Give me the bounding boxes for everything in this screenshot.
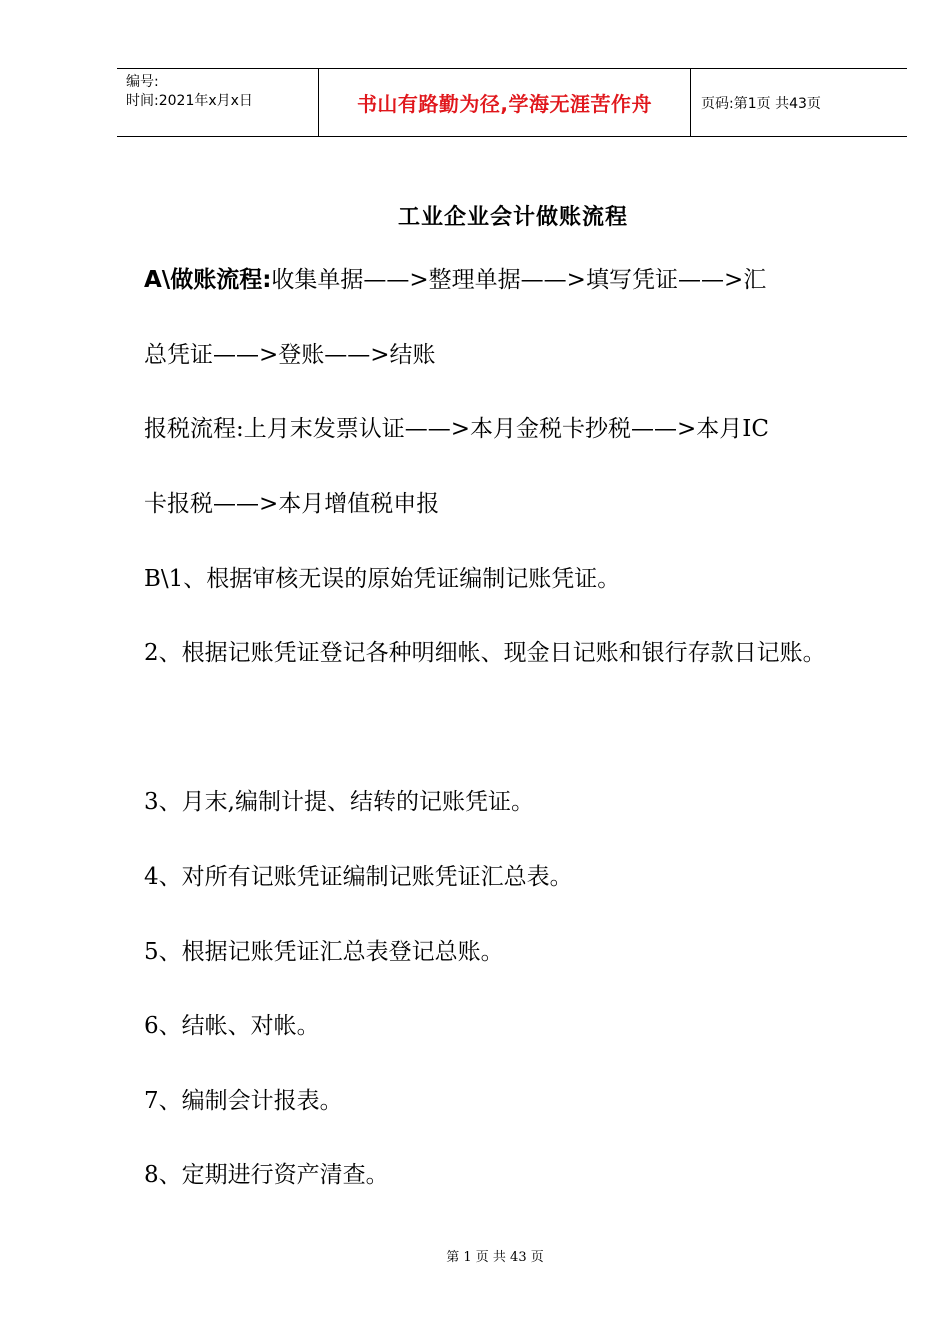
paragraph-line [144,1086,343,1116]
header-motto-cell [319,69,691,136]
page-footer: 第 1 页 共 43 页 [446,1250,544,1265]
line-text: B\1、根据审核无误的原始凭证编制记账凭证。 [144,566,621,592]
header-time-label: 时间:2021年x月x日 [126,93,253,109]
line-text: 卡报税——>本月增值税申报 [144,491,440,517]
header-motto: 书山有路勤为径,学海无涯苦作舟 [356,92,653,116]
line-text: 2、根据记账凭证登记各种明细帐、现金日记账和银行存款日记账。 [144,640,826,666]
paragraph-line [144,414,769,444]
paragraph-line [144,265,766,295]
paragraph-line [144,489,439,519]
paragraph-line [144,638,826,668]
line-text: 收集单据——>整理单据——>填写凭证——>汇 [271,267,767,293]
paragraph-line [144,787,534,817]
line-text: 8、定期进行资产清查。 [144,1162,389,1188]
line-text: 3、月末,编制计提、结转的记账凭证。 [144,789,534,815]
page-header [117,68,907,137]
line-text: 总凭证——>登账——>结账 [144,342,436,368]
paragraph-line [144,1011,320,1041]
header-page-label: 页码:第1页 共43页 [701,95,821,112]
paragraph-line [144,564,620,594]
line-text: 7、编制会计报表。 [144,1088,343,1114]
header-meta-cell [117,69,319,136]
header-page-cell [691,69,907,136]
paragraph-line [144,937,504,967]
line-text: 4、对所有记账凭证编制记账凭证汇总表。 [144,864,573,890]
paragraph-line [144,862,573,892]
header-number-label: 编号: [126,74,159,90]
line-text: 报税流程:上月末发票认证——>本月金税卡抄税——>本月IC [144,416,769,442]
paragraph-line [144,1160,389,1190]
line-prefix: A\做账流程: [144,267,272,293]
line-text: 6、结帐、对帐。 [144,1013,320,1039]
line-text: 5、根据记账凭证汇总表登记总账。 [144,939,504,965]
document-title: 工业企业会计做账流程 [397,205,628,230]
paragraph-line [144,340,436,370]
